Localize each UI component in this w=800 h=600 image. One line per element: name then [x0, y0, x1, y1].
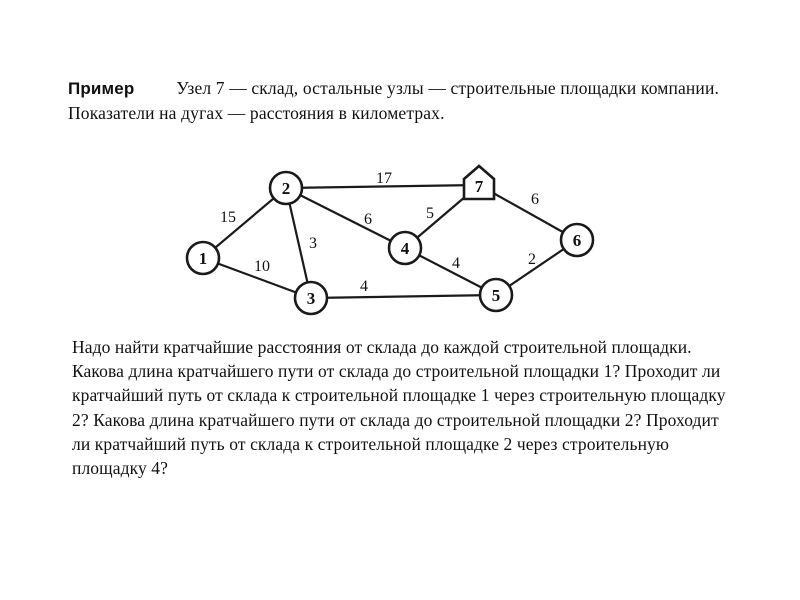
node-label-1: 1 [198, 249, 208, 268]
node-label-6: 6 [572, 231, 582, 250]
edge-weight-2-7: 17 [376, 170, 392, 187]
node-2 [270, 172, 302, 204]
node-1 [187, 242, 219, 274]
problem-question: Надо найти кратчайшие расстояния от склада до каждой строительной площадки. Какова длина кратчайшего пути от склада до строительной площадки 1? Проходит ли кратчайший путь от склада к строительной площадке 1 через строительную площадку 2? Какова длина кратчайшего пути от склада до строительной площадки 2? Проходит ли кратчайший путь от склада к строительной площадке 2 через строительную площадку 4? [72, 337, 726, 479]
edge-weight-5-6: 2 [528, 251, 536, 268]
node-label-5: 5 [491, 286, 501, 305]
edge-weight-3-5: 4 [360, 278, 368, 295]
edge-weight-1-3: 10 [254, 258, 270, 275]
node-label-2: 2 [281, 179, 291, 198]
node-3 [295, 282, 327, 314]
node-label-4: 4 [400, 239, 410, 258]
edge-weight-6-7: 6 [531, 191, 539, 208]
node-label-3: 3 [306, 289, 316, 308]
edge-weight-2-4: 6 [364, 211, 372, 228]
node-4 [389, 232, 421, 264]
edge-weight-2-3: 3 [309, 235, 317, 252]
node-label-7: 7 [474, 177, 484, 196]
example-intro-text: Узел 7 — склад, остальные узлы — строительные площадки компании. Показатели на дугах — расстояния в километрах. [68, 78, 719, 123]
example-label: Пример [68, 79, 135, 98]
node-5 [480, 279, 512, 311]
warehouse-node-7 [464, 166, 494, 199]
edge-3-5 [311, 295, 496, 298]
edge-weight-4-7: 5 [426, 205, 434, 222]
edge-2-4 [286, 188, 405, 248]
edge-weight-1-2: 15 [220, 209, 236, 226]
node-6 [561, 224, 593, 256]
edge-weight-4-5: 4 [452, 255, 460, 272]
graph-nodes [187, 166, 593, 314]
